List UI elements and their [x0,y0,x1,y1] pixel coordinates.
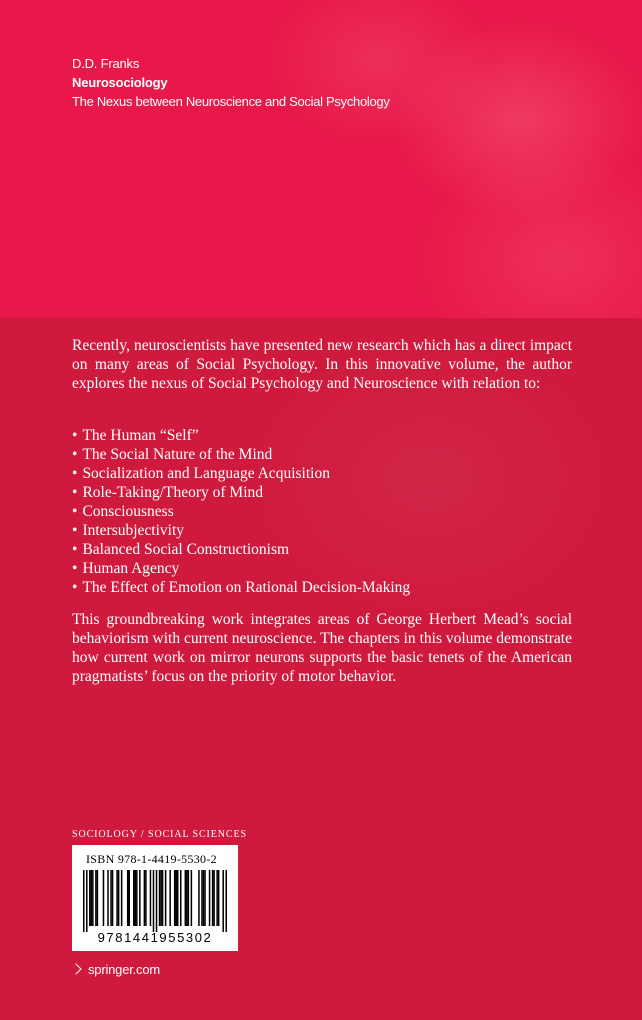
barcode-box [72,845,238,951]
barcode-bar [162,870,164,926]
barcode-bar [156,870,158,932]
barcode-bar [218,870,220,926]
barcode-bar [213,870,215,926]
barcode-bar [175,870,177,926]
barcode-bar [203,870,205,926]
barcode-bar [165,870,167,926]
barcode-bar [89,870,91,926]
blurb-outro [72,610,572,686]
barcode-bar [135,870,137,926]
list-item: • The Effect of Emotion on Rational Decision-Making [72,578,410,597]
barcode-bar [153,870,155,932]
barcode-bar [150,870,152,926]
barcode-bar [86,870,88,932]
list-item: • The Human “Self” [72,426,410,445]
barcode-bar [127,870,129,926]
barcode-bar [83,870,85,932]
barcode-bar [91,870,93,926]
subject-category: SOCIOLOGY / SOCIAL SCIENCES [72,829,247,840]
barcode-bar [121,870,123,926]
barcode-bar [145,870,147,926]
list-item: • Human Agency [72,559,410,578]
barcode-bar [107,870,109,926]
list-item: • Balanced Social Constructionism [72,540,410,559]
barcode-bar [222,870,224,932]
barcode-bar [139,870,141,926]
book-title: Neurosociology [72,75,168,90]
topic-list [72,426,410,597]
barcode-bar [185,870,187,926]
barcode-bar [144,870,146,926]
barcode-bar [116,870,118,926]
barcode-bar [180,870,182,926]
list-item: • The Social Nature of the Mind [72,445,410,464]
barcode-bar [103,870,105,926]
list-item: • Intersubjectivity [72,521,410,540]
barcode-bar [97,870,99,926]
barcode-bar [112,870,114,926]
barcode-bar [118,870,120,926]
barcode-bar [198,870,200,926]
outro-paragraph: This groundbreaking work integrates areas of George Herbert Mead’s social behaviorism with current neuroscience. The chapters in this volume demonstrate how current work on mirror neurons supports the basic tenets of the American pragmatists’ focus on the priority of motor behavior. [72,611,572,685]
cover-top [0,0,642,318]
barcode-bar [128,870,130,926]
barcode-bar [110,870,112,926]
barcode-bar [136,870,138,926]
barcode-bar [169,870,171,926]
chevron-right-icon [70,963,81,974]
barcode-bar [160,870,162,926]
barcode-bar [92,870,94,926]
isbn-label: ISBN 978-1-4419-5530-2 [86,852,217,866]
barcode-bar [204,870,206,926]
barcode-bar [188,870,190,926]
barcode-icon [83,870,227,932]
barcode-bar [212,870,214,926]
book-subtitle: The Nexus between Neuroscience and Social Psychology [72,94,390,109]
barcode-bar [177,870,179,926]
barcode-bar [186,870,188,926]
ean-digits: 9781441955302 [97,930,213,945]
intro-paragraph: Recently, neuroscientists have presented new research which has a direct impact on many areas of Social Psychology. In this innovative volume, the author explores the nexus of Social Psychology and Neuroscience with relation to: [72,337,572,392]
barcode-bar [95,870,97,926]
list-item: • Consciousness [72,502,410,521]
author-name: D.D. Franks [72,56,140,71]
publisher-link-label: springer.com [88,962,161,977]
barcode-bar [201,870,203,926]
barcode-bar [159,870,161,926]
barcode-bar [216,870,218,926]
barcode-bar [133,870,135,926]
publisher-link[interactable] [72,962,160,977]
barcode-bar [225,870,227,932]
barcode-bar [191,870,193,926]
barcode-bar [174,870,176,926]
barcode-bar [209,870,211,926]
list-item: • Role-Taking/Theory of Mind [72,483,410,502]
list-item: • Socialization and Language Acquisition [72,464,410,483]
blurb-intro [72,336,572,393]
